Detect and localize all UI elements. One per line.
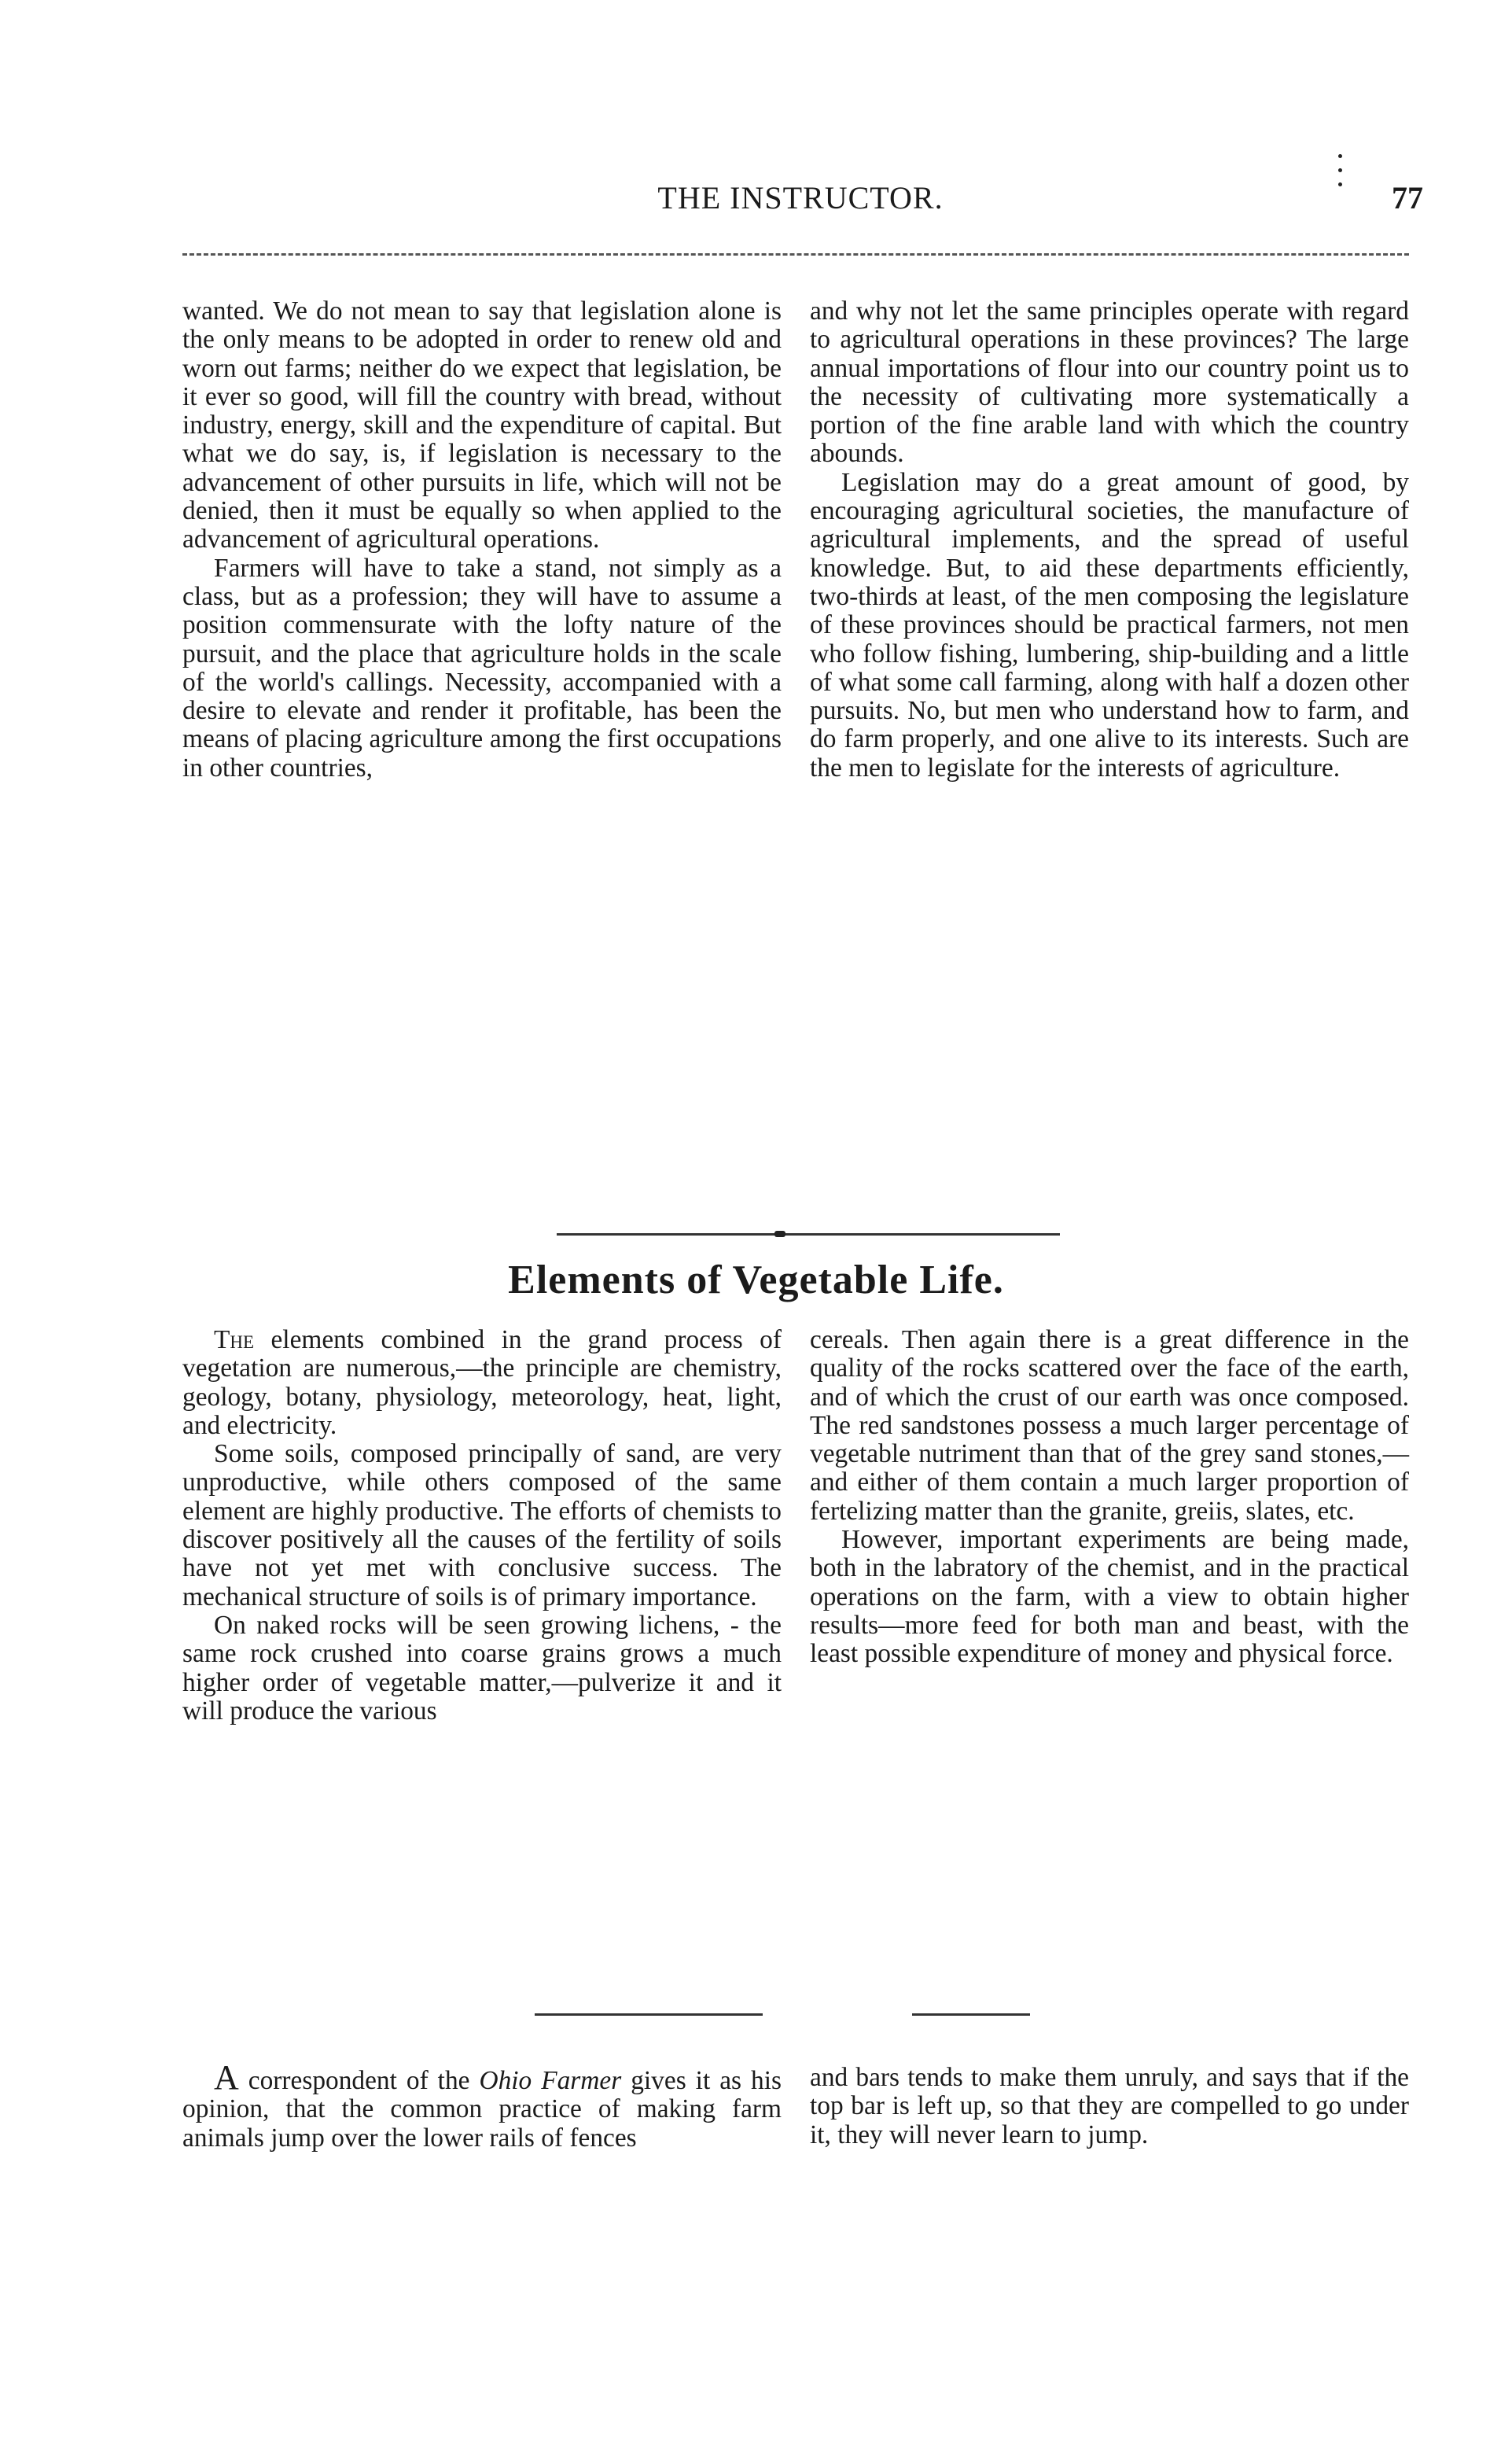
- paragraph: However, important experiments are being made, both in the labratory of the chemist, and in the practical operations on the farm, with a view to obtain higher results—more feed for both man and beast, with the least possible expenditure of money and physical force.: [810, 1525, 1409, 1669]
- paragraph: On naked rocks will be seen growing lichens, - the same rock crushed into coarse grains grows a much higher order of vegetable matter,—pulverize it and it will produce the various: [182, 1610, 782, 1726]
- paragraph-text: correspondent of the: [238, 2066, 480, 2095]
- paragraph: [182, 1326, 782, 1440]
- paragraph: wanted. We do not mean to say that legislation alone is the only means to be adopted in order to renew old and worn out farms; neither do we expect that legislation, be it ever so good, will fill the country with bread, without industry, energy, skill and the expenditure of capital. But what we do say, is, if legislation is necessary to the advancement of other pursuits in life, which will not be denied, then it must be equally so when applied to the advancement of agricultural operations.: [182, 296, 782, 554]
- article-left-column: [182, 1326, 782, 1726]
- ink-speck: [1338, 182, 1342, 186]
- section-divider: [535, 2013, 763, 2016]
- paragraph-text: elements combined in the grand process of vegetation are numerous,—the principle are chemistry, geology, botany, physiology, meteorology, heat, light, and electricity.: [182, 1325, 782, 1440]
- article-title: Elements of Vegetable Life.: [508, 1258, 1004, 1302]
- paragraph: and bars tends to make them unruly, and says that if the top bar is left up, so that they are compelled to go under it, they will never learn to jump.: [810, 2063, 1409, 2149]
- article-right-column: [810, 1326, 1409, 1669]
- paragraph: and why not let the same principles operate with regard to agricultural operations in these provinces? The large annual importations of flour into our country point us to the necessity of cultivating more systematically a portion of the fine arable land with which the country abounds.: [810, 296, 1409, 469]
- paragraph: Farmers will have to take a stand, not simply as a class, but as a profession; they will have to assume a position commensurate with the lofty nature of the pursuit, and the place that agriculture holds in the scale of the world's callings. Necessity, accompanied with a desire to elevate and render it profitable, has been the means of placing agriculture among the first occupations in other countries,: [182, 553, 782, 783]
- header-rule: [182, 253, 1409, 256]
- paragraph-text: gives it as his opinion, that the common practice of making farm animals jump over the lower rails of fences: [182, 2066, 782, 2153]
- section-divider: [557, 1233, 1060, 1236]
- paragraph: cereals. Then again there is a great difference in the quality of the rocks scattered over the face of the earth, and of which the crust of our earth was once composed. The red sandstones possess a much larger percentage of vegetable nutriment than that of the grey sand stones,—and either of them contain a much larger proportion of fertelizing matter than the granite, greiis, slates, etc.: [810, 1325, 1409, 1526]
- lead-letter: A: [214, 2058, 239, 2097]
- paragraph: Some soils, composed principally of sand, are very unproductive, while others composed of the same element are highly productive. The efforts of chemists to discover positively all the causes of the fertility of soils have not yet met with conclusive success. The mechanical structure of soils is of primary importance.: [182, 1439, 782, 1611]
- top-left-column: [182, 297, 782, 783]
- divider-ornament: [774, 1231, 785, 1237]
- bottom-right-column: [810, 2064, 1409, 2149]
- running-title: THE INSTRUCTOR.: [657, 180, 944, 215]
- page-number: 77: [1392, 180, 1423, 215]
- bottom-left-column: [182, 2058, 782, 2153]
- lead-word: The: [214, 1325, 255, 1354]
- ink-speck: [1338, 168, 1342, 172]
- paragraph: [182, 2058, 782, 2153]
- page-header: [178, 175, 1423, 222]
- publication-name: Ohio Farmer: [479, 2066, 622, 2095]
- paragraph: Legislation may do a great amount of good, by encouraging agricultural societies, the manufacture of agricultural implements, and the spread of useful knowledge. But, to aid these departments efficiently, two-thirds at least, of the men composing the legislature of these provinces should be practical farmers, not men who follow fishing, lumbering, ship-building and a little of what some call farming, along with half a dozen other pursuits. No, but men who understand how to farm, and do farm properly, and one alive to its interests. Such are the men to legislate for the interests of agriculture.: [810, 467, 1409, 783]
- section-divider: [912, 2013, 1030, 2016]
- top-right-column: [810, 297, 1409, 783]
- ink-speck: [1338, 154, 1342, 158]
